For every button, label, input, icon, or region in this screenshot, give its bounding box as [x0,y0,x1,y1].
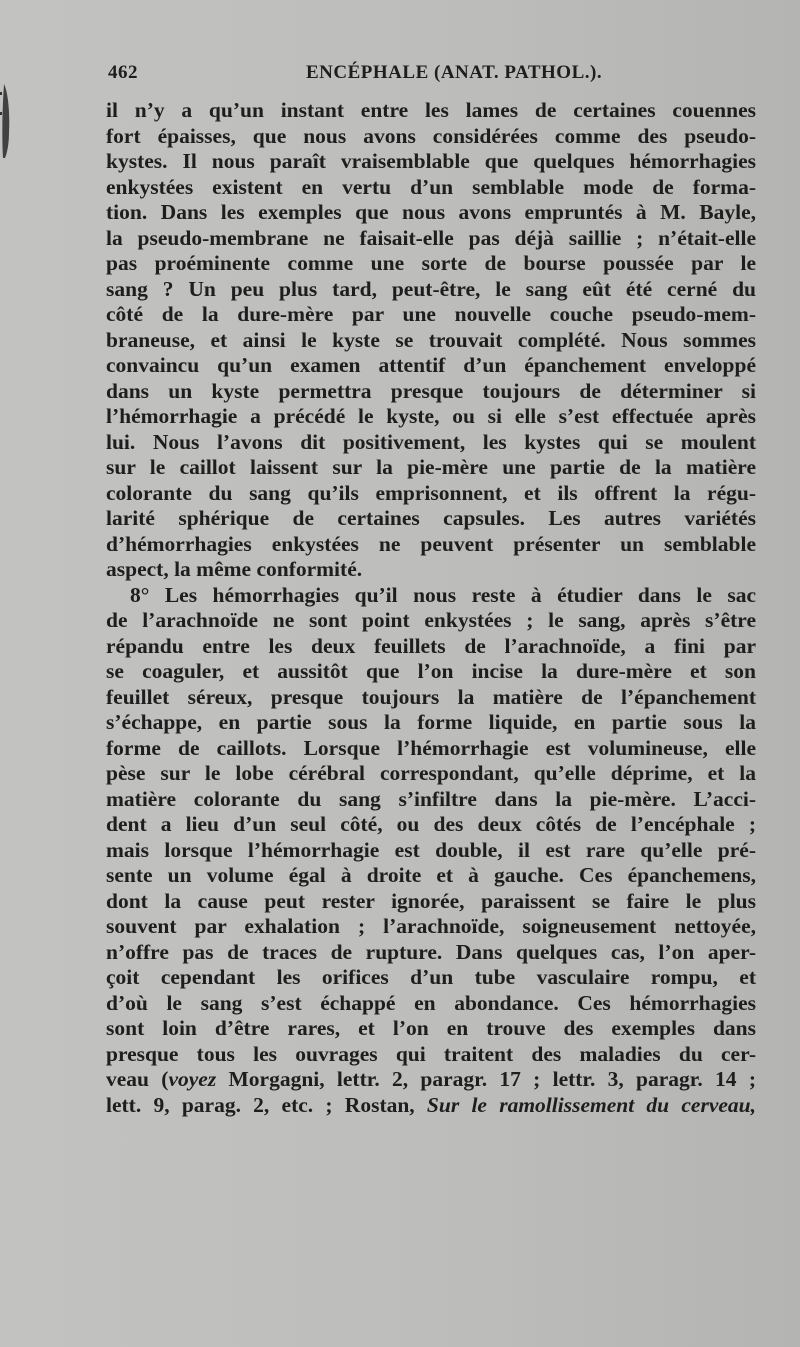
text-line: kystes. Il nous paraît vraisemblable que quelques hémorrhagies [106,149,756,173]
text-line: n’offre pas de traces de rupture. Dans quelques cas, l’on aper- [106,939,756,964]
italic-segment: Sur le ramollissement du cerveau, [426,1092,756,1117]
text-line [106,1093,756,1119]
text-line: il n’y a qu’un instant entre les lames de certaines couennes [106,98,756,122]
text-line: forme de caillots. Lorsque l’hémorrhagie est volumineuse, elle [106,735,756,760]
text-line: colorante du sang qu’ils emprisonnent, et ils offrent la régu- [106,480,756,505]
text-line: sang ? Un peu plus tard, peut-être, le sang eût été cerné du [106,276,756,301]
text-line: feuillet séreux, presque toujours la matière de l’épanchement [106,684,756,709]
text-line: souvent par exhalation ; l’arachnoïde, soigneusement nettoyée, [106,914,756,938]
text-line [106,1067,756,1093]
text-line: braneuse, et ainsi le kyste se trouvait complété. Nous sommes [106,327,756,352]
text-line: mais lorsque l’hémorrhagie est double, il est rare qu’elle pré- [106,837,756,862]
text-line: la pseudo-membrane ne faisait-elle pas déjà saillie ; n’était-elle [106,225,756,250]
text-line: répandu entre les deux feuillets de l’arachnoïde, a fini par [106,633,756,658]
page-header [108,62,758,92]
text-line: dent a lieu d’un seul côté, ou des deux côtés de l’encéphale ; [106,812,756,836]
text-segment: Morgagni, lettr. 2, paragr. 17 ; lettr. 3, paragr. 14 ; [216,1067,756,1091]
text-line: pèse sur le lobe cérébral correspondant, qu’elle déprime, et la [106,761,756,785]
text-line: çoit cependant les orifices d’un tube vasculaire rompu, et [106,965,756,989]
page-number: 462 [108,62,138,83]
text-line: aspect, la même conformité. [106,557,363,581]
margin-ink-mark [0,82,14,160]
text-line: l’hémorrhagie a précédé le kyste, ou si elle s’est effectuée après [106,404,756,428]
text-line: sont loin d’être rares, et l’on en trouve des exemples dans [106,1016,756,1040]
text-line: de l’arachnoïde ne sont point enkystées ; le sang, après s’être [106,608,756,632]
running-head: ENCÉPHALE (ANAT. PATHOL.). [306,62,603,83]
text-line: lui. Nous l’avons dit positivement, les kystes qui se moulent [106,429,756,454]
text-line: matière colorante du sang s’infiltre dans la pie-mère. L’acci- [106,786,756,811]
text-line: s’échappe, en partie sous la forme liquide, en partie sous la [106,710,756,734]
body-text [106,98,756,1118]
text-line: dont la cause peut rester ignorée, paraissent se faire le plus [106,888,756,913]
text-line: dans un kyste permettra presque toujours de déterminer si [106,378,756,403]
text-line: se coaguler, et aussitôt que l’on incise la dure-mère et son [106,659,756,683]
text-line: tion. Dans les exemples que nous avons empruntés à M. Bayle, [106,200,756,224]
text-line: 8° Les hémorrhagies qu’il nous reste à étudier dans le sac [130,582,756,607]
text-segment: lett. 9, parag. 2, etc. ; Rostan, [106,1092,427,1117]
text-segment: veau ( [106,1067,169,1091]
text-line: sente un volume égal à droite et à gauche. Ces épanchemens, [106,863,756,887]
italic-segment: voyez [168,1067,217,1091]
text-line: d’où le sang s’est échappé en abondance. Ces hémorrhagies [106,990,756,1015]
text-line: convaincu qu’un examen attentif d’un épanchement enveloppé [106,353,756,377]
text-line: côté de la dure-mère par une nouvelle couche pseudo-mem- [106,302,756,326]
text-line: sur le caillot laissent sur la pie-mère une partie de la matière [106,455,756,479]
text-line: pas proéminente comme une sorte de bourse poussée par le [106,251,756,275]
text-line: enkystées existent en vertu d’un semblable mode de forma- [106,174,756,199]
text-line: presque tous les ouvrages qui traitent des maladies du cer- [106,1041,756,1066]
text-line: larité sphérique de certaines capsules. Les autres variétés [106,506,756,530]
text-line: d’hémorrhagies enkystées ne peuvent présenter un semblable [106,531,756,556]
text-line: fort épaisses, que nous avons considérées comme des pseudo- [106,123,756,148]
